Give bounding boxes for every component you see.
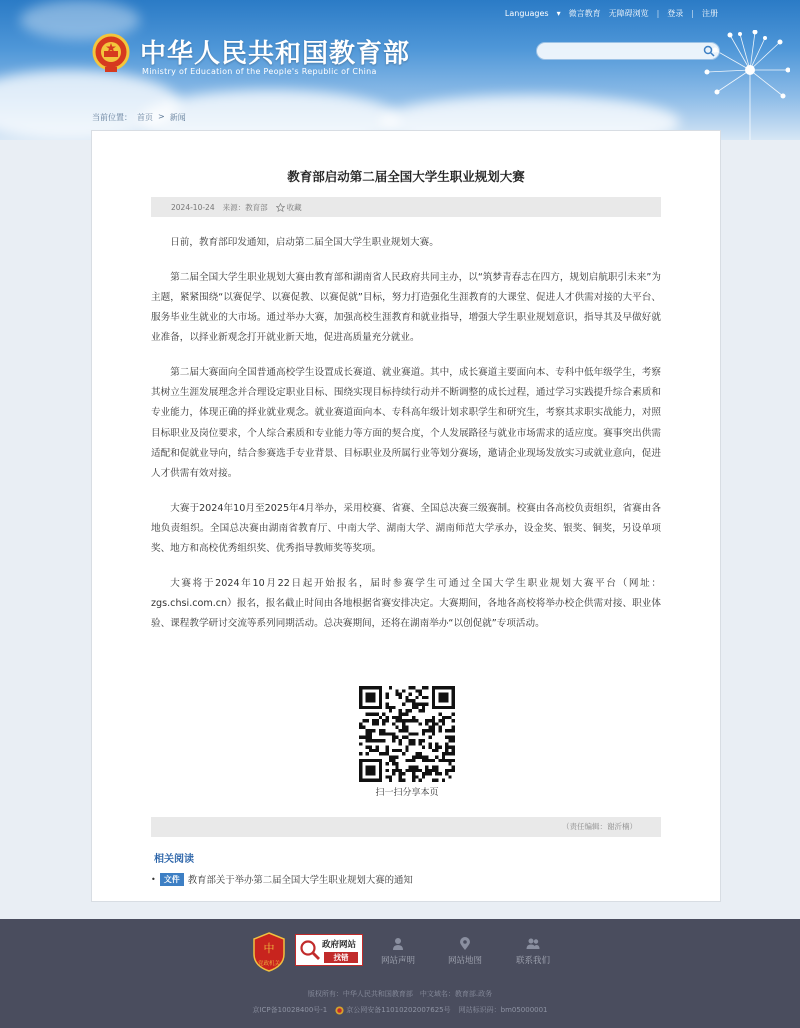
footer-link-contact[interactable] <box>503 937 563 966</box>
article-date: 2024-10-24 <box>171 202 215 212</box>
article-paragraph: 第二届全国大学生职业规划大赛由教育部和湖南省人民政府共同主办，以“筑梦青春志在四方，规划启航职引未来”为主题，紧紧围绕“以赛促学、以赛促教、以赛促就”目标，努力打造强化生涯教育的大课堂、促进人才供需对接的大平台、服务毕业生就业的大市场。通过举办大赛，加强高校生涯教育和就业指导，增强大学生职业规划意识，指导其及早做好就业准备，以择业新观念打开就业新天地，促进高质量充分就业。 <box>151 271 661 344</box>
divider: | <box>656 9 660 18</box>
favorite-button[interactable] <box>276 202 302 213</box>
icp-link[interactable]: 京ICP备10028400号-1 <box>252 1006 328 1014</box>
police-badge-icon <box>335 1006 344 1015</box>
party-government-badge-icon[interactable] <box>252 932 286 972</box>
article-title: 教育部启动第二届全国大学生职业规划大赛 <box>287 169 525 184</box>
site-subtitle: Ministry of Education of the People's Republic of China <box>142 67 377 76</box>
qr-caption: 扫一扫分享本页 <box>375 788 439 798</box>
languages-menu[interactable]: Languages <box>504 9 549 18</box>
weibo-link[interactable]: 微言教育 <box>568 9 601 18</box>
editor-credit: （责任编辑：谢沂楠） <box>151 817 661 837</box>
copyright-text: 版权所有：中华人民共和国教育部 中文域名：教育部.政务 <box>307 990 493 998</box>
article-paragraph: 大赛将于2024年10月22日起开始报名，届时参赛学生可通过全国大学生职业规划大赛平台（网址：zgs.chsi.com.cn）报名，报名截止时间由各地根据省赛安排决定。大赛期间，各地各高校将举办校企供需对接、职业体验、课程教学研讨交流等系列同期活动。总决赛期间，还将在湖南举办“以创促就”专项活动。 <box>151 577 661 630</box>
search-input[interactable] <box>543 44 697 59</box>
magnifier-icon <box>299 939 321 961</box>
person-icon <box>392 937 404 951</box>
footer-link-sitemap[interactable] <box>435 937 495 966</box>
related-item[interactable] <box>151 872 413 886</box>
footer-link-statement[interactable] <box>368 937 428 966</box>
breadcrumb-current[interactable]: 新闻 <box>169 113 186 122</box>
article-source: 来源：教育部 <box>222 202 268 212</box>
breadcrumb <box>92 112 186 123</box>
gov-badge-action: 找错 <box>324 952 358 963</box>
site-code: 网站标识码：bm05000001 <box>458 1006 548 1014</box>
party-badge-text: 党政机关 <box>257 961 281 967</box>
breadcrumb-prefix: 当前位置： <box>92 113 132 122</box>
chevron-down-icon: ▾ <box>556 9 561 18</box>
footer-link-label: 联系我们 <box>515 956 550 966</box>
police-record[interactable] <box>335 1005 450 1015</box>
share-qr-block <box>347 686 467 798</box>
article-container <box>91 130 721 902</box>
article-meta <box>151 197 661 217</box>
contacts-icon <box>526 937 540 951</box>
search-icon[interactable] <box>703 45 715 57</box>
article-body <box>151 233 661 649</box>
document-tag: 文件 <box>160 873 184 886</box>
bullet-icon: • <box>151 874 156 884</box>
login-link[interactable]: 登录 <box>667 9 684 18</box>
site-title[interactable]: 中华人民共和国教育部 <box>140 39 411 69</box>
qr-code-icon <box>359 686 455 782</box>
national-emblem-icon[interactable] <box>92 33 130 73</box>
top-navigation <box>505 8 718 19</box>
article-paragraph: 日前，教育部印发通知，启动第二届全国大学生职业规划大赛。 <box>170 237 439 248</box>
footer-link-label: 网站声明 <box>380 956 415 966</box>
footer-link-label: 网站地图 <box>447 956 482 966</box>
favorite-label: 收藏 <box>286 202 302 212</box>
article-paragraph: 大赛于2024年10月至2025年4月举办，采用校赛、省赛、全国总决赛三级赛制。校赛由各高校负责组织，省赛由各地负责组织。全国总决赛由湖南省教育厅、中南大学、湖南大学、湖南师范大学承办，设金奖、银奖、铜奖，另设单项奖、地方和高校优秀组织奖、优秀指导教师奖等奖项。 <box>151 502 661 555</box>
police-record-text: 京公网安备11010202007625号 <box>346 1006 451 1014</box>
breadcrumb-home[interactable]: 首页 <box>137 113 153 122</box>
divider: | <box>691 9 694 18</box>
site-footer <box>0 919 800 1028</box>
registration-info <box>0 1005 800 1015</box>
breadcrumb-separator: > <box>158 112 165 121</box>
related-reading-title: 相关阅读 <box>154 854 194 865</box>
accessibility-link[interactable]: 无障碍浏览 <box>608 9 649 18</box>
svg-text:中: 中 <box>263 942 275 955</box>
register-link[interactable]: 注册 <box>702 9 718 18</box>
article-paragraph: 第二届大赛面向全国普通高校学生设置成长赛道、就业赛道。其中，成长赛道主要面向本、专科中低年级学生，考察其树立生涯发展理念并合理设定职业目标、围绕实现目标持续行动并不断调整的成长过程，通过学习实践提升综合素质和专业能力，体现正确的择业就业观念。就业赛道面向本、专科高年级计划求职学生和研究生，考察其求职实战能力，对照目标职业及岗位要求，个人综合素质和专业能力等方面的契合度，个人发展路径与就业市场需求的适应度。赛事突出供需适配和促就业导向，结合参赛选手专业背景、目标职业及所属行业等划分赛场，邀请企业现场发放实习或就业意向，促进人才供需有效对接。 <box>151 367 661 480</box>
gov-website-error-badge[interactable] <box>295 934 363 966</box>
gov-badge-title: 政府网站 <box>322 940 357 950</box>
star-icon <box>276 203 285 212</box>
search-box[interactable] <box>536 42 720 60</box>
site-header <box>0 0 800 140</box>
related-item-link[interactable]: 教育部关于举办第二届全国大学生职业规划大赛的通知 <box>187 875 413 886</box>
map-pin-icon <box>459 937 471 951</box>
